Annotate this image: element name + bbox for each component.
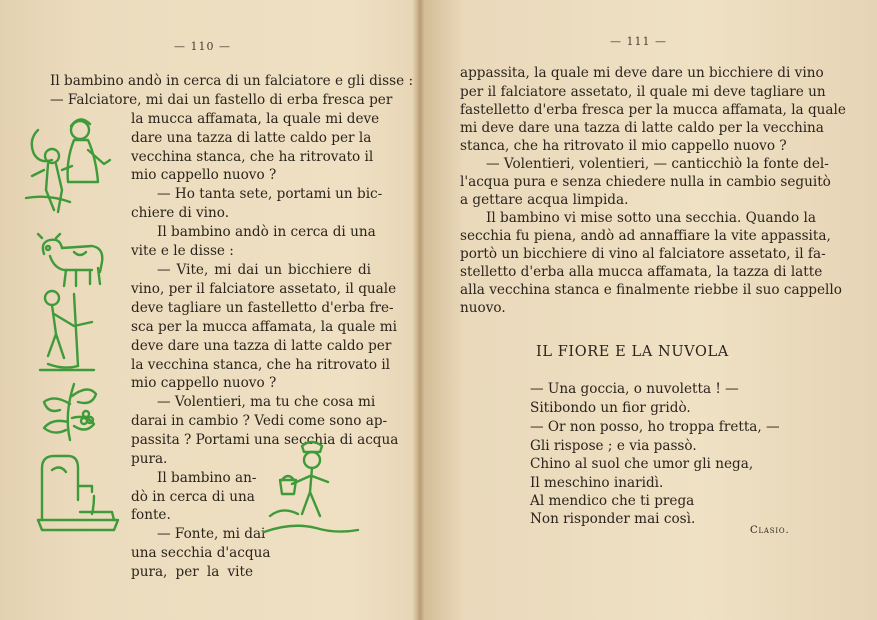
text-line: — Volentieri, ma tu che cosa mi: [157, 394, 376, 410]
poem-line: Gli rispose ; e via passò.: [530, 438, 697, 454]
text-line: alla vecchina stanca e finalmente riebbe il suo cappello: [460, 282, 842, 298]
fountain-icon: [34, 450, 122, 534]
text-line: stelletto d'erba alla mucca affamata, la tazza di latte: [460, 264, 823, 280]
text-line: fastelletto d'erba fresca per la mucca affamata, la quale: [460, 102, 846, 118]
text-line: vite e le disse :: [131, 243, 234, 259]
text-line: secchia fu piena, andò ad annaffiare la vite appassita,: [460, 228, 831, 244]
text-line: mio cappello nuovo ?: [131, 167, 277, 183]
mower-with-scythe-icon: [34, 286, 104, 372]
text-line: — Vite, mi dai un bicchiere di: [157, 262, 371, 278]
text-line: nuovo.: [460, 300, 506, 316]
text-line: mio cappello nuovo ?: [131, 375, 277, 391]
grapevine-icon: [34, 374, 106, 444]
poem-author: Clasio.: [750, 525, 790, 536]
text-line: — Fonte, mi dai: [157, 526, 266, 542]
text-line: a gettare acqua limpida.: [460, 192, 629, 208]
text-line: deve dare una tazza di latte caldo per: [131, 338, 392, 354]
text-line: la vecchina stanca, che ha ritrovato il: [131, 357, 391, 373]
text-line: dò in cerca di una: [131, 489, 255, 505]
text-line: stanca, che ha ritrovato il mio cappello nuovo ?: [460, 138, 787, 154]
right-page: [420, 0, 877, 620]
text-line: dare una tazza di latte caldo per la: [131, 130, 372, 146]
text-line: chiere di vino.: [131, 205, 230, 221]
text-line: mi deve dare una tazza di latte caldo per la vecchina: [460, 120, 824, 136]
text-line: pura.: [131, 451, 168, 467]
text-line: Il bambino vi mise sotto una secchia. Quando la: [486, 210, 817, 226]
text-line: Il bambino andò in cerca di un falciatore e gli disse :: [50, 73, 414, 89]
text-line: darai in cambio ? Vedi come sono ap-: [131, 413, 388, 429]
page-number-left: — 110 —: [174, 40, 231, 53]
text-line: appassita, la quale mi deve dare un bicchiere di vino: [460, 65, 824, 81]
page-number-right: — 111 —: [610, 35, 667, 48]
text-line: deve tagliare un fastelletto d'erba fre-: [131, 300, 394, 316]
text-line: vecchina stanca, che ha ritrovato il: [131, 149, 374, 165]
text-line: la mucca affamata, la quale mi deve: [131, 111, 380, 127]
text-line: una secchia d'acqua: [131, 545, 271, 561]
text-line: — Ho tanta sete, portami un bic-: [157, 186, 383, 202]
text-line: passita ? Portami una secchia di acqua: [131, 432, 399, 448]
text-line: per il falciatore assetato, il quale mi deve tagliare un: [460, 84, 826, 100]
boy-with-bucket-icon: [262, 436, 362, 540]
text-line: pura, per la vite: [131, 564, 253, 580]
text-line: vino, per il falciatore assetato, il quale: [131, 281, 397, 297]
poem-line: — Una goccia, o nuvoletta ! —: [530, 381, 739, 397]
text-line: l'acqua pura e senza chiedere nulla in cambio seguitò: [460, 174, 831, 190]
text-line: portò un bicchiere di vino al falciatore assetato, il fa-: [460, 246, 826, 262]
text-line: sca per la mucca affamata, la quale mi: [131, 319, 398, 335]
old-woman-with-child-icon: [18, 110, 118, 220]
poem-line: Al mendico che ti prega: [530, 493, 695, 509]
text-line: — Falciatore, mi dai un fastello di erba fresca per: [50, 92, 393, 108]
text-line: fonte.: [131, 507, 171, 523]
poem-line: Il meschino inaridì.: [530, 475, 664, 491]
poem-line: Non risponder mai così.: [530, 511, 696, 527]
cow-icon: [34, 232, 110, 290]
poem-line: Chino al suol che umor gli nega,: [530, 456, 754, 472]
text-line: Il bambino andò in cerca di una: [157, 224, 376, 240]
poem-line: Sitibondo un fior gridò.: [530, 400, 691, 416]
left-page: [0, 0, 416, 620]
poem-line: — Or non posso, ho troppa fretta, —: [530, 419, 780, 435]
text-line: — Volentieri, volentieri, — canticchiò la fonte del-: [486, 156, 829, 172]
text-line: Il bambino an-: [157, 470, 257, 486]
poem-title: IL FIORE E LA NUVOLA: [536, 344, 729, 360]
